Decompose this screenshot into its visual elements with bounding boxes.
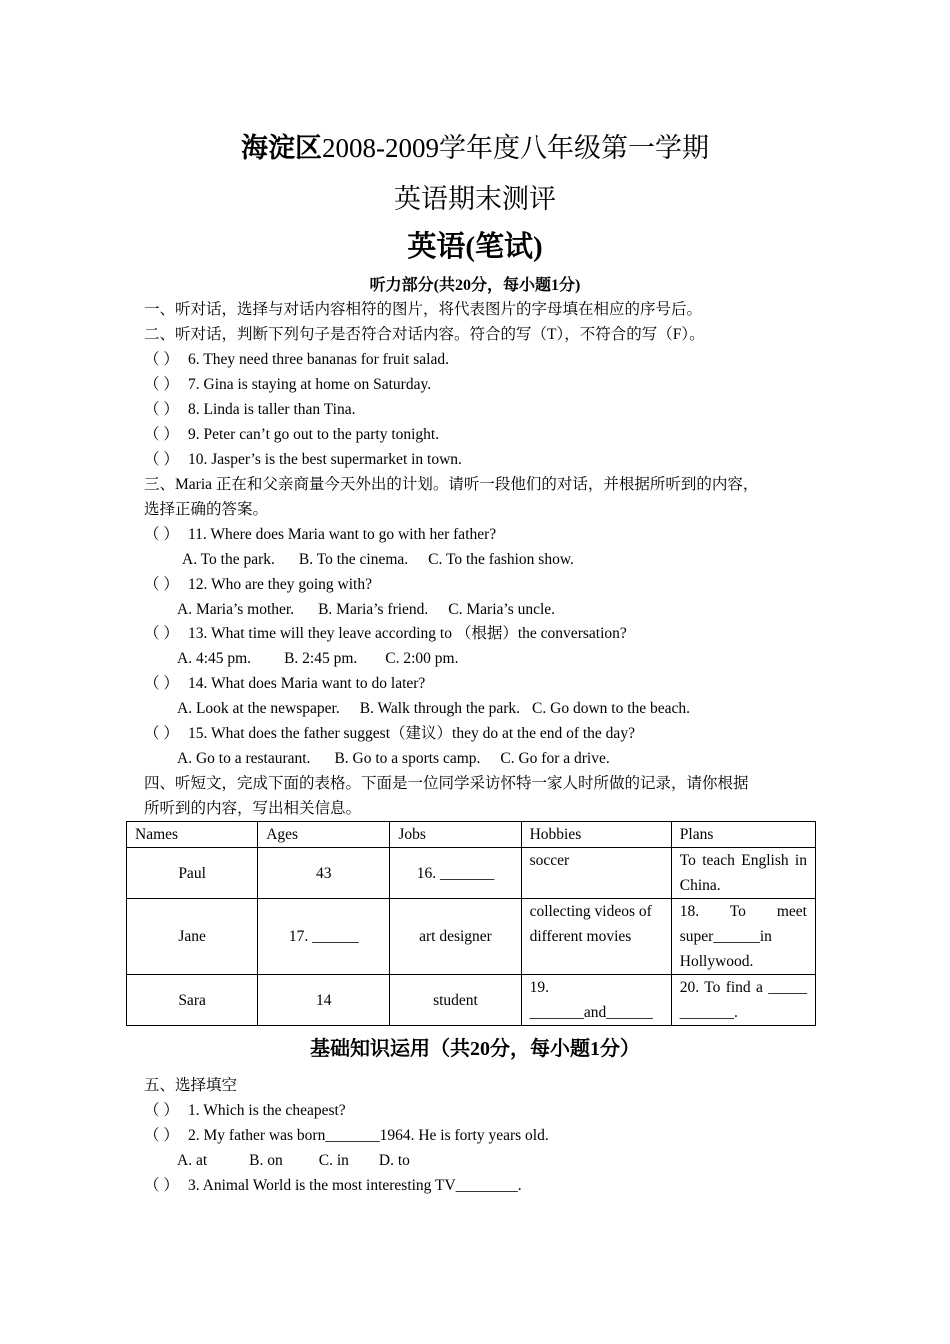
option-b[interactable]: B. Maria’s friend. (318, 601, 429, 618)
cell-age-blank[interactable]: 17. ______ (258, 899, 390, 975)
answer-blank[interactable]: （ ） (144, 675, 179, 692)
option-a[interactable]: A. Go to a restaurant. (177, 750, 311, 767)
option-c[interactable]: C. 2:00 pm. (385, 650, 459, 667)
part3-instruction: 三、Maria 正在和父亲商量今天外出的计划。请听一段他们的对话，并根据所听到的内容， (144, 476, 759, 493)
header-ages: Ages (258, 822, 390, 848)
part2-item (144, 423, 439, 447)
title-district: 海淀区 (241, 133, 322, 163)
cell-name: Paul (127, 848, 258, 899)
question-options (182, 548, 592, 572)
question-text: 14. What does Maria want to do later? (188, 675, 426, 692)
part3-question (144, 722, 635, 746)
answer-blank[interactable]: （ ） (144, 451, 179, 468)
table-header-row (127, 822, 816, 848)
option-a[interactable]: A. Maria’s mother. (177, 601, 295, 618)
answer-blank[interactable]: （ ） (144, 625, 179, 642)
question-text: 1. Which is the cheapest? (188, 1102, 346, 1119)
exam-name: 英语(笔试) (407, 231, 543, 263)
header-hobbies: Hobbies (521, 822, 671, 848)
part3-instruction-cont: 选择正确的答案。 (144, 501, 269, 518)
exam-subtitle: 英语期末测评 (394, 184, 556, 214)
item-text: 7. Gina is staying at home on Saturday. (188, 376, 432, 393)
answer-blank[interactable]: （ ） (144, 426, 179, 443)
basic-knowledge-heading: 基础知识运用（共20分，每小题1分） (310, 1038, 640, 1060)
question-options (177, 747, 628, 771)
question-options (177, 1149, 428, 1173)
option-c[interactable]: C. Maria’s uncle. (448, 601, 556, 618)
option-a[interactable]: A. at (177, 1152, 208, 1169)
option-a[interactable]: A. 4:45 pm. (177, 650, 252, 667)
option-a[interactable]: A. Look at the newspaper. (177, 700, 340, 717)
part3-question (144, 622, 627, 646)
cell-job: art designer (390, 899, 521, 975)
item-text: 6. They need three bananas for fruit salad. (188, 351, 449, 368)
answer-blank[interactable]: （ ） (144, 1127, 179, 1144)
question-text: 15. What does the father suggest（建议）they do at the end of the day? (188, 725, 635, 742)
option-a[interactable]: A. To the park. (182, 551, 275, 568)
question-text: 3. Animal World is the most interesting TV________. (188, 1177, 522, 1194)
cell-job: student (390, 975, 521, 1026)
listening-heading: 听力部分(共20分，每小题1分) (369, 277, 581, 294)
answer-blank[interactable]: （ ） (144, 1177, 179, 1194)
part4-instruction: 四、听短文，完成下面的表格。下面是一位同学采访怀特一家人时所做的记录，请你根据 (144, 775, 749, 792)
title-term: 2008-2009学年度八年级第一学期 (322, 133, 709, 163)
option-c[interactable]: C. To the fashion show. (428, 551, 574, 568)
cell-hobby-blank[interactable]: 19. _______and______ (521, 975, 671, 1026)
part3-question (144, 523, 496, 547)
cell-plan: To teach English in China. (671, 848, 815, 899)
header-plans: Plans (671, 822, 815, 848)
question-options (177, 598, 573, 622)
interview-table (126, 821, 816, 1026)
option-c[interactable]: C. in (318, 1152, 349, 1169)
option-c[interactable]: C. Go down to the beach. (532, 700, 691, 717)
cell-hobby: collecting videos of different movies (521, 899, 671, 975)
question-text: 13. What time will they leave according to （根据）the conversation? (188, 625, 627, 642)
cell-name: Jane (127, 899, 258, 975)
option-b[interactable]: B. on (249, 1152, 283, 1169)
answer-blank[interactable]: （ ） (144, 401, 179, 418)
cell-name: Sara (127, 975, 258, 1026)
answer-blank[interactable]: （ ） (144, 1102, 179, 1119)
part5-question (144, 1099, 346, 1123)
cell-plan-blank[interactable]: 20. To find a _____ _______. (671, 975, 815, 1026)
table-row (127, 848, 816, 899)
question-options (177, 697, 708, 721)
part5-title: 五、选择填空 (144, 1077, 238, 1094)
part3-question (144, 672, 425, 696)
cell-hobby: soccer (521, 848, 671, 899)
item-text: 8. Linda is taller than Tina. (188, 401, 356, 418)
part2-item (144, 348, 449, 372)
option-b[interactable]: B. 2:45 pm. (284, 650, 358, 667)
option-b[interactable]: B. Walk through the park. (359, 700, 521, 717)
answer-blank[interactable]: （ ） (144, 526, 179, 543)
question-options (177, 647, 476, 671)
part3-question (144, 573, 372, 597)
part2-item (144, 398, 355, 422)
part5-question (144, 1124, 549, 1148)
header-jobs: Jobs (390, 822, 521, 848)
option-c[interactable]: C. Go for a drive. (500, 750, 610, 767)
item-text: 9. Peter can’t go out to the party tonight. (188, 426, 440, 443)
cell-plan-blank[interactable]: 18. To meet super______in Hollywood. (671, 899, 815, 975)
part5-question (144, 1174, 522, 1198)
cell-age: 14 (258, 975, 390, 1026)
part2-item (144, 448, 462, 472)
table-row (127, 899, 816, 975)
answer-blank[interactable]: （ ） (144, 376, 179, 393)
part2-instruction: 二、听对话，判断下列句子是否符合对话内容。符合的写（T），不符合的写（F）。 (144, 326, 705, 343)
option-b[interactable]: B. Go to a sports camp. (334, 750, 481, 767)
answer-blank[interactable]: （ ） (144, 351, 179, 368)
cell-age: 43 (258, 848, 390, 899)
option-d[interactable]: D. to (378, 1152, 410, 1169)
option-b[interactable]: B. To the cinema. (298, 551, 409, 568)
item-text: 10. Jasper’s is the best supermarket in town. (188, 451, 462, 468)
part2-item (144, 373, 431, 397)
part1-instruction: 一、听对话，选择与对话内容相符的图片，将代表图片的字母填在相应的序号后。 (144, 301, 703, 318)
cell-job-blank[interactable]: 16. _______ (390, 848, 521, 899)
question-text: 2. My father was born_______1964. He is forty years old. (188, 1127, 549, 1144)
part4-instruction-cont: 所听到的内容，写出相关信息。 (144, 800, 362, 817)
header-names: Names (127, 822, 258, 848)
answer-blank[interactable]: （ ） (144, 725, 179, 742)
answer-blank[interactable]: （ ） (144, 576, 179, 593)
question-text: 11. Where does Maria want to go with her father? (188, 526, 497, 543)
table-row (127, 975, 816, 1026)
exam-title (0, 131, 950, 165)
question-text: 12. Who are they going with? (188, 576, 372, 593)
